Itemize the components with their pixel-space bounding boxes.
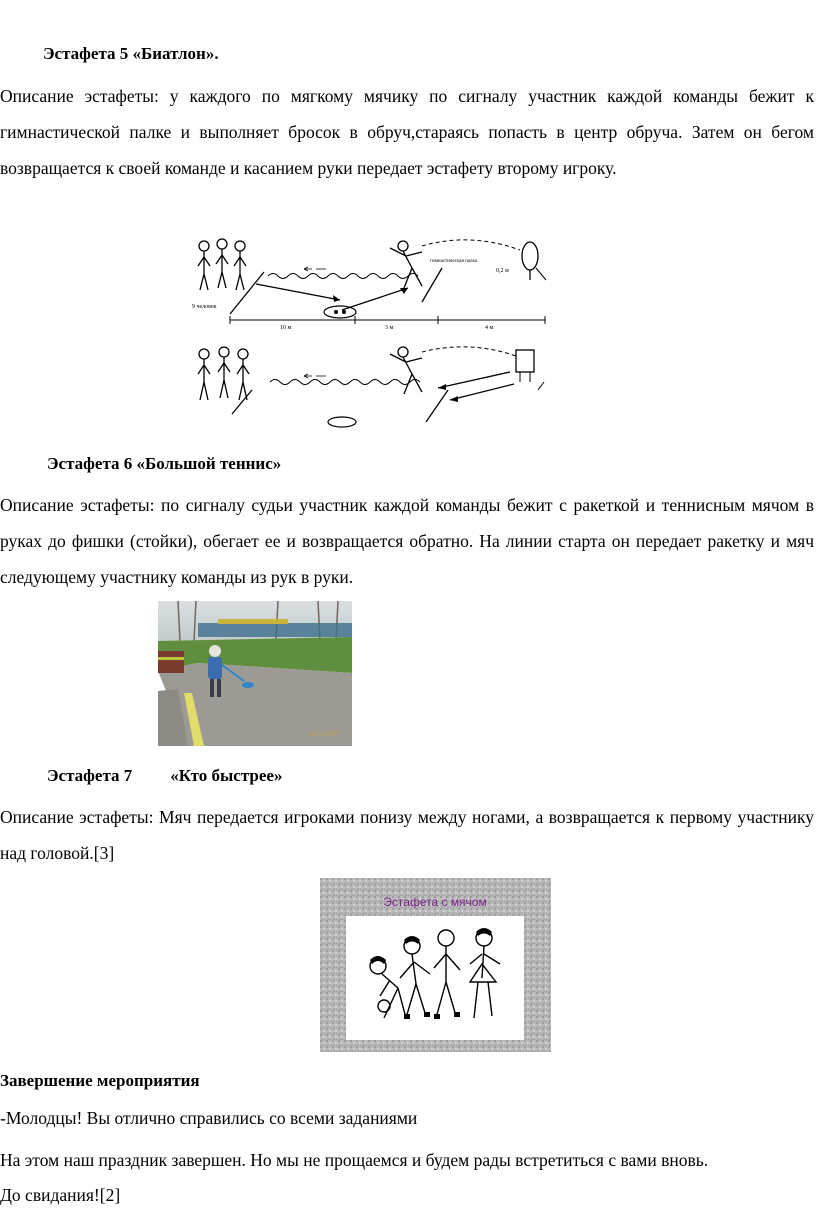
ball-relay-picture: [320, 878, 551, 1052]
team-figures-top: [198, 239, 246, 290]
stick-label: гимнастическая палка: [430, 259, 478, 264]
thrower-figure-bottom: [390, 347, 422, 394]
ending-line-1: -Молодцы! Вы отлично справились со всеми заданиями: [0, 1108, 418, 1128]
hoop: [522, 242, 538, 270]
relay7-heading: [47, 766, 282, 786]
participants-label: 9 человек: [192, 304, 217, 310]
tennis-relay-photo: [158, 601, 352, 746]
relay7-heading-number: Эстафета 7: [47, 766, 133, 785]
photo-timestamp: 03.16.2017: [308, 730, 340, 738]
ending-line-2: На этом наш праздник завершен. Но мы не прощаемся и будем рады встретиться с вами вновь.: [0, 1150, 709, 1170]
distance-2: 3 м: [385, 325, 394, 331]
tennis-photo-svg: [158, 601, 352, 746]
picture-title: Эстафета с мячом: [383, 895, 487, 909]
relay6-description: Описание эстафеты: по сигналу судьи участник каждой команды бежит с ракеткой и теннисным мячом в руках до фишки (стойки), обегает ее и возвращается обратно. На линии старта он передает ракетку и мяч следующему участнику команды из рук в руки.: [0, 495, 814, 587]
height-label: 0,2 м: [496, 268, 509, 274]
biathlon-diagram: [190, 232, 550, 432]
distance-3: 4 м: [485, 325, 494, 331]
relay7-description: Описание эстафеты: Мяч передается игроками понизу между ногами, а возвращается к первому участнику над головой.[3]: [0, 807, 814, 863]
target-board: [516, 350, 534, 372]
relay5-heading: Эстафета 5 «Биатлон».: [43, 44, 219, 63]
thrower-figure-top: [390, 241, 422, 288]
ending-heading: Завершение мероприятия: [0, 1071, 200, 1090]
relay7-heading-title: «Кто быстрее»: [170, 766, 283, 785]
relay6-heading: Эстафета 6 «Большой теннис»: [47, 454, 282, 473]
ball-relay-svg: [320, 878, 551, 1052]
distance-1: 10 м: [280, 325, 292, 331]
biathlon-diagram-svg: [190, 232, 550, 432]
team-figures-bottom: [198, 347, 249, 400]
ending-line-3: До свидания![2]: [0, 1185, 121, 1205]
relay5-description: Описание эстафеты: у каждого по мягкому мячику по сигналу участник каждой команды бежит к гимнастической палке и выполняет бросок в обруч,стараясь попасть в центр обруча. Затем он бегом возвращается к своей команде и касанием руки передает эстафету второму игроку.: [0, 86, 814, 178]
